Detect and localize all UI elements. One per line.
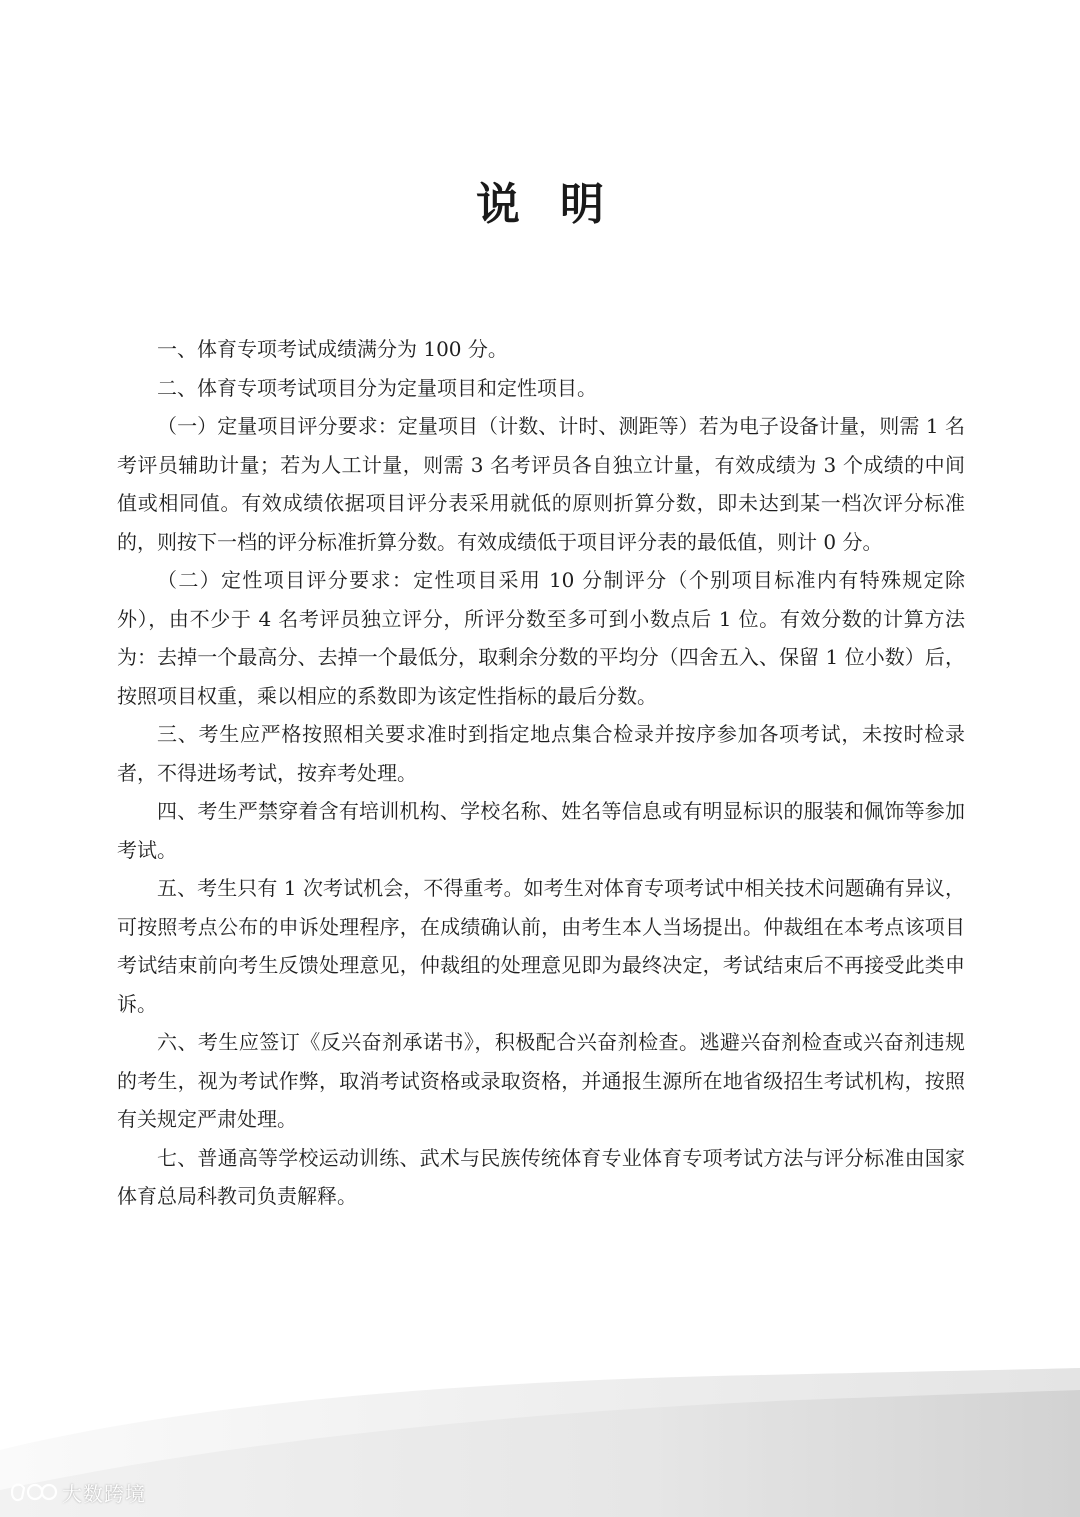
- paragraph-9: 七、普通高等学校运动训练、武术与民族传统体育专业体育专项考试方法与评分标准由国家体育总局科教司负责解释。: [117, 1145, 965, 1208]
- paragraph-2: 二、体育专项考试项目分为定量项目和定性项目。: [157, 375, 597, 400]
- paragraph-3: （一）定量项目评分要求：定量项目（计数、计时、测距等）若为电子设备计量，则需 1 名考评员辅助计量；若为人工计量，则需 3 名考评员各自独立计量，有效成绩为 3 个成绩的中间值或相同值。有效成绩依据项目评分表采用就低的原则折算分数，即未达到某一档次评分标准的，则按下一档的评分标准折算分数。有效成绩低于项目评分表的最低值，则计 0 分。: [117, 414, 965, 554]
- decorative-wave: [0, 1340, 1080, 1517]
- paragraph-5: 三、考生应严格按照相关要求准时到指定地点集合检录并按序参加各项考试，未按时检录者，不得进场考试，按弃考处理。: [117, 722, 965, 785]
- paragraph-1: 一、体育专项考试成绩满分为 100 分。: [157, 337, 508, 361]
- watermark: [8, 1475, 146, 1509]
- page-title: 说明: [476, 179, 644, 230]
- paragraph-4: （二）定性项目评分要求：定性项目采用 10 分制评分（个别项目标准内有特殊规定除外），由不少于 4 名考评员独立评分，所评分数至多可到小数点后 1 位。有效分数的计算方法为：去掉一个最高分、去掉一个最低分，取剩余分数的平均分（四舍五入、保留 1 位小数）后，按照项目权重，乘以相应的系数即为该定性指标的最后分数。: [117, 568, 965, 708]
- watermark-text: 大数跨境: [62, 1481, 146, 1506]
- paragraph-8: 六、考生应签订《反兴奋剂承诺书》，积极配合兴奋剂检查。逃避兴奋剂检查或兴奋剂违规的考生，视为考试作弊，取消考试资格或录取资格，并通报生源所在地省级招生考试机构，按照有关规定严肃处理。: [117, 1030, 965, 1131]
- paragraph-6: 四、考生严禁穿着含有培训机构、学校名称、姓名等信息或有明显标识的服装和佩饰等参加考试。: [117, 799, 965, 862]
- paragraph-7: 五、考生只有 1 次考试机会，不得重考。如考生对体育专项考试中相关技术问题确有异议，可按照考点公布的申诉处理程序，在成绩确认前，由考生本人当场提出。仲裁组在本考点该项目考试结束前向考生反馈处理意见，仲裁组的处理意见即为最终决定，考试结束后不再接受此类申诉。: [117, 876, 965, 1016]
- logo-icon: [8, 1478, 58, 1506]
- document-body: [117, 330, 965, 1216]
